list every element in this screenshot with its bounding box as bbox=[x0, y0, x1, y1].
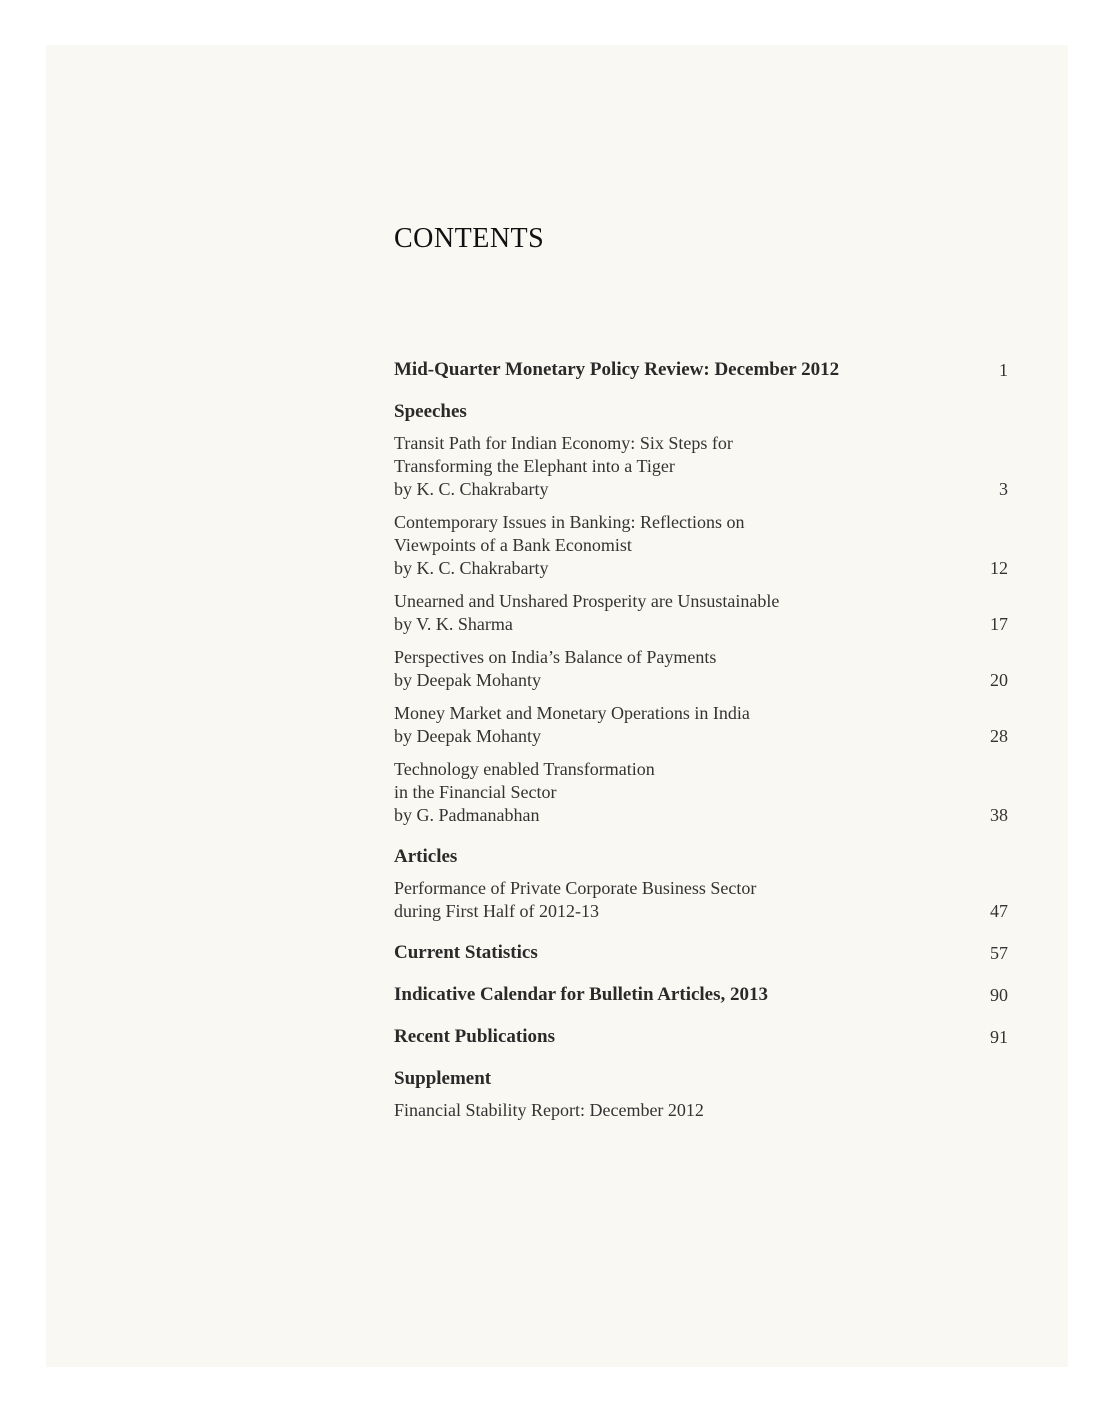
toc-page-number: 91 bbox=[990, 1027, 1008, 1047]
toc-entry-speech-3[interactable] bbox=[394, 590, 1008, 636]
toc-entry-title-line: Unearned and Unshared Prosperity are Unsustainable bbox=[394, 591, 780, 611]
toc-entry-title-line: Transit Path for Indian Economy: Six Steps for bbox=[394, 433, 733, 453]
toc-entry-label: Mid-Quarter Monetary Policy Review: December 2012 bbox=[394, 359, 840, 380]
toc-entry-title-line: Transforming the Elephant into a Tiger bbox=[394, 456, 675, 476]
toc-entry-speech-2[interactable] bbox=[394, 511, 1008, 580]
toc-entry-title-line: Money Market and Monetary Operations in India bbox=[394, 703, 750, 723]
toc-entry-title-line: Viewpoints of a Bank Economist bbox=[394, 535, 632, 555]
document-page bbox=[46, 45, 1068, 1367]
toc-entry-current-statistics[interactable] bbox=[394, 941, 1008, 965]
toc-page-number: 12 bbox=[990, 558, 1008, 578]
section-heading-speeches: Speeches bbox=[394, 401, 467, 422]
toc-page-number: 1 bbox=[999, 360, 1008, 380]
toc-entry-author: by Deepak Mohanty bbox=[394, 726, 541, 746]
toc-entry-speech-4[interactable] bbox=[394, 646, 1008, 692]
toc-page-number: 3 bbox=[999, 479, 1008, 499]
toc-page-number: 17 bbox=[990, 614, 1008, 634]
toc-entry-author: by Deepak Mohanty bbox=[394, 670, 541, 690]
toc-entry-title-line: Technology enabled Transformation bbox=[394, 759, 655, 779]
toc-entry-label: Recent Publications bbox=[394, 1026, 555, 1047]
toc-page-number: 57 bbox=[990, 943, 1008, 963]
toc-page-number: 28 bbox=[990, 726, 1008, 746]
toc-entry-author: by K. C. Chakrabarty bbox=[394, 479, 549, 499]
toc-entry-speech-6[interactable] bbox=[394, 758, 1008, 827]
section-heading-supplement: Supplement bbox=[394, 1068, 492, 1089]
table-of-contents bbox=[394, 358, 1008, 1122]
toc-entry-title-line: in the Financial Sector bbox=[394, 782, 557, 802]
toc-entry-article-1[interactable] bbox=[394, 877, 1008, 923]
toc-entry-title-line: Financial Stability Report: December 2012 bbox=[394, 1100, 704, 1120]
toc-page-number: 38 bbox=[990, 805, 1008, 825]
toc-entry-title-line: Performance of Private Corporate Business Sector bbox=[394, 878, 757, 898]
toc-entry-label: Indicative Calendar for Bulletin Articles, 2013 bbox=[394, 984, 769, 1005]
toc-entry-title-line: Contemporary Issues in Banking: Reflections on bbox=[394, 512, 745, 532]
toc-entry-speech-5[interactable] bbox=[394, 702, 1008, 748]
toc-page-number: 90 bbox=[990, 985, 1008, 1005]
toc-entry-speech-1[interactable] bbox=[394, 432, 1008, 501]
toc-entry-label: Current Statistics bbox=[394, 942, 538, 963]
toc-entry-supplement-1[interactable] bbox=[394, 1099, 1008, 1122]
toc-entry-author: by K. C. Chakrabarty bbox=[394, 558, 549, 578]
toc-entry-monetary-policy[interactable] bbox=[394, 358, 1008, 382]
section-heading-articles: Articles bbox=[394, 846, 458, 867]
toc-entry-author: by G. Padmanabhan bbox=[394, 805, 540, 825]
toc-entry-recent-publications[interactable] bbox=[394, 1025, 1008, 1049]
page-title: CONTENTS bbox=[394, 223, 545, 254]
toc-entry-title-line: Perspectives on India’s Balance of Payments bbox=[394, 647, 717, 667]
toc-page-number: 20 bbox=[990, 670, 1008, 690]
toc-entry-title-line: during First Half of 2012-13 bbox=[394, 901, 599, 921]
toc-entry-indicative-calendar[interactable] bbox=[394, 983, 1008, 1007]
toc-page-number: 47 bbox=[990, 901, 1008, 921]
toc-entry-author: by V. K. Sharma bbox=[394, 614, 513, 634]
